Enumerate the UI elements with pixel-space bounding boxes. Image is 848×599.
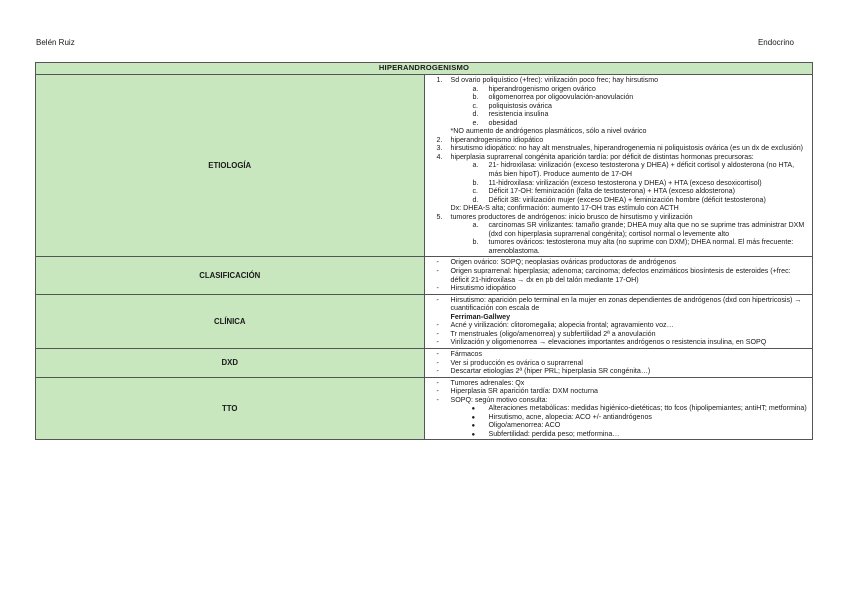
list-item: ● Subfertilidad: perdida peso; metformina… — [471, 429, 620, 438]
row-clinica — [36, 294, 813, 348]
label-clinica: CLÍNICA — [36, 294, 425, 348]
list-item: b. tumores ováricos: testosterona muy alta (no suprime con DXM); DHEA normal. El más frecuente: arrenoblastoma. — [472, 238, 794, 255]
list-item: - Ver si producción es ovárica o suprarrenal — [436, 358, 583, 367]
list-item: d. Déficit 3B: virilización mujer (exceso DHEA) + feminización hombre (déficit testosterona) — [472, 195, 766, 204]
list-item: b. oligomenorrea por oligoovulación-anovulación — [472, 93, 634, 102]
label-etiologia: ETIOLOGÍA — [36, 75, 425, 257]
list-item: ● Alteraciones metabólicas: medidas higiénico-dietéticas; tto fcos (hipolipemiantes; antiHT; metformina) — [471, 404, 807, 413]
content-clinica — [424, 294, 813, 348]
content-tto — [424, 377, 813, 440]
list-item: - Descartar etiologías 2ª (hiper PRL; hiperplasia SR congénita…) — [436, 367, 651, 376]
bullet-icon: ● — [471, 431, 476, 438]
list-item: - Tumores adrenales: Qx — [436, 378, 525, 387]
list-item: b. 11-hidroxilasa: virilización (exceso testosterona y DHEA) + HTA (exceso desoxicortisol) — [472, 178, 762, 187]
list-item: - SOPQ: según motivo consulta: — [436, 395, 548, 404]
list-item: 1. Sd ovario poliquístico (+frec): virilización poco frec; hay hirsutismo — [436, 76, 659, 84]
list-item: 4. hiperplasia suprarrenal congénita aparición tardía: por déficit de distintas hormonas precursoras: — [436, 152, 754, 161]
list-item: e. obesidad — [472, 118, 518, 127]
label-dxd: DXD — [36, 348, 425, 377]
list-item: - Acné y virilización: clitoromegalia; alopecia frontal; agravamiento voz… — [436, 321, 674, 330]
list-item: - Hirsutismo idiopático — [436, 284, 516, 293]
label-clasificacion: CLASIFICACIÓN — [36, 257, 425, 294]
row-dxd — [36, 348, 813, 377]
author-name: Belén Ruiz — [36, 38, 75, 47]
list-item: - Virilización y oligomenorrea → elevaciones importantes andrógenos o resistencia insulina, en SOPQ — [436, 338, 767, 347]
list-item: a. hiperandrogenismo origen ovárico — [472, 84, 596, 93]
list-item: ● Oligo/amenorrea: ACO — [471, 421, 561, 430]
list-item: 5. tumores productores de andrógenos: inicio brusco de hirsutismo y virilización — [436, 212, 693, 221]
bullet-icon: ● — [471, 414, 476, 421]
label-tto: TTO — [36, 377, 425, 440]
scale-name: Ferriman-Gallwey — [450, 312, 511, 321]
content-etiologia — [424, 75, 813, 257]
note-text: Dx: DHEA-S alta; confirmación: aumento 17-OH tras estímulo con ACTH — [450, 204, 679, 213]
list-item: - Origen suprarrenal: hiperplasia; adenoma; carcinoma; defectos enzimáticos biosíntesis de esteroides (+frec: déficit 21-hidroxilasa → dx en pb del talón mediante 17-OH) — [436, 267, 791, 284]
content-clasificacion — [424, 257, 813, 294]
bullet-icon: ● — [471, 423, 476, 430]
list-item: - Fármacos — [436, 349, 483, 358]
bullet-icon: ● — [471, 406, 476, 413]
list-item: 3. hirsutismo idiopático: no hay alt menstruales, hiperandrogenemia ni poliquistosis ovárica (es un dx de exclusión) — [436, 144, 804, 153]
row-etiologia — [36, 75, 813, 257]
list-item: c. poliquistosis ovárica — [472, 101, 552, 110]
list-item: - Tr menstruales (oligo/amenorrea) y subfertilidad 2ª a anovulación — [436, 329, 656, 338]
summary-table — [35, 62, 813, 440]
list-item: a. carcinomas SR virilizantes: tamaño grande; DHEA muy alta que no se suprime tras administrar DXM (dxd con hiperplasia suprarrenal congénita); cortisol normal o levemente alto — [472, 221, 805, 238]
table-title: HIPERANDROGENISMO — [36, 63, 813, 75]
list-item: 2. hiperandrogenismo idiopático — [436, 135, 544, 144]
list-item: d. resistencia insulina — [472, 110, 549, 119]
list-item: ● Hirsutismo, acne, alopecia: ACO +/- antiandrógenos — [471, 412, 652, 421]
subject-name: Endocrino — [757, 38, 794, 47]
content-dxd — [424, 348, 813, 377]
row-clasificacion — [36, 257, 813, 294]
note-text: *NO aumento de andrógenos plasmáticos, sólo a nivel ovárico — [450, 127, 647, 136]
list-item: - Hirsutismo: aparición pelo terminal en la mujer en zonas dependientes de andrógenos (dxd con hipertricosis) → cuantificación con escala de Ferriman-Gallwey — [436, 295, 802, 321]
list-item: - Origen ovárico: SOPQ; neoplasias ováricas productoras de andrógenos — [436, 258, 677, 267]
list-item: c. Déficit 17-OH: feminización (falta de testosterona) + HTA (exceso aldosterona) — [472, 187, 735, 196]
list-item: a. 21- hidroxilasa: virilización (exceso testosterona y DHEA) + déficit cortisol y aldosterona (no HTA, más bien hipoT). Produce aumento de 17-OH — [472, 161, 795, 179]
row-tto — [36, 377, 813, 440]
list-item: - Hiperplasia SR aparición tardía: DXM nocturna — [436, 387, 598, 396]
